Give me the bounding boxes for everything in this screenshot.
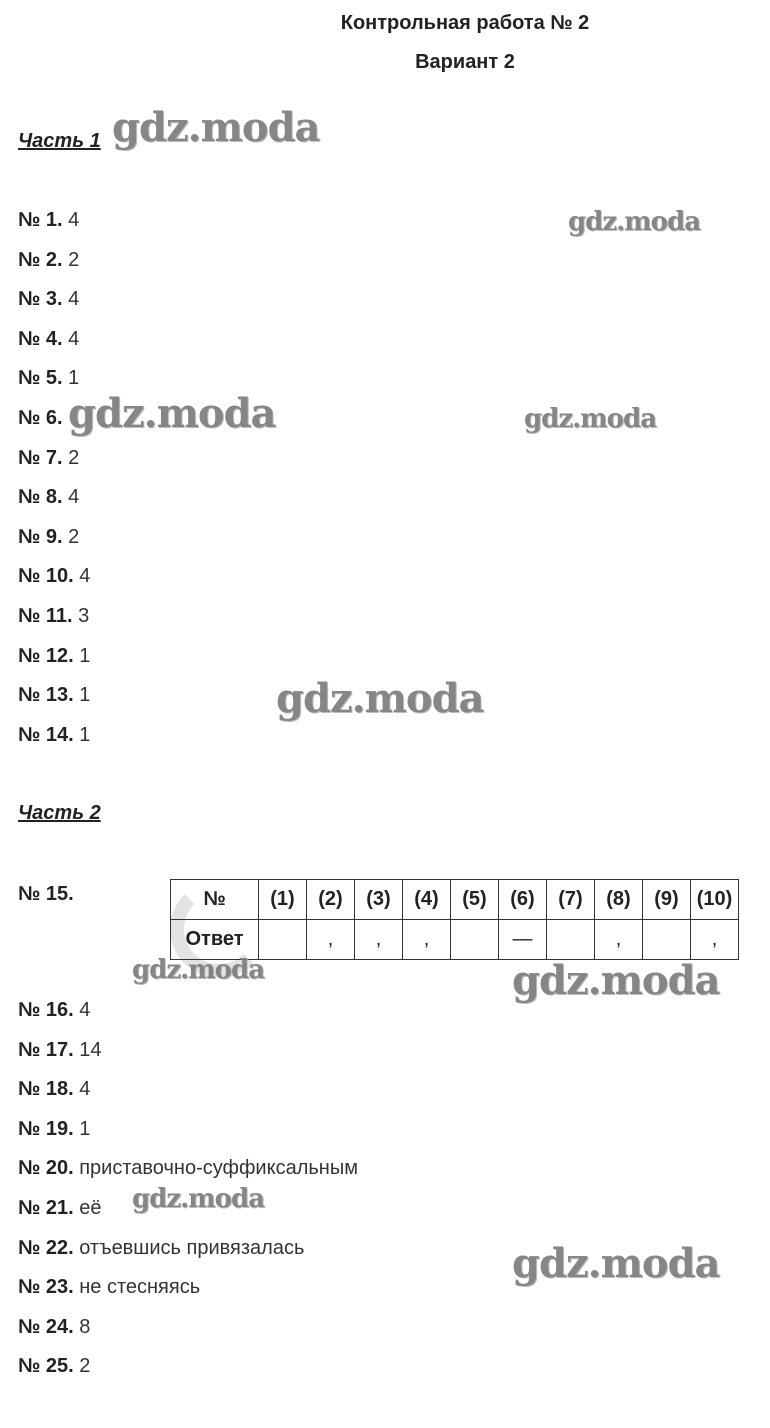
answer-number: № 17. bbox=[18, 1038, 74, 1061]
task15-label bbox=[18, 882, 74, 906]
table-header-cell: (10) bbox=[691, 880, 739, 920]
answer-row bbox=[18, 644, 90, 668]
answer-row bbox=[18, 1156, 358, 1180]
answer-row bbox=[18, 287, 79, 311]
answer-number: № 19. bbox=[18, 1117, 74, 1140]
table-row bbox=[171, 880, 739, 920]
answer-row bbox=[18, 1275, 200, 1299]
watermark: gdz.moda bbox=[512, 1240, 720, 1287]
answer-row bbox=[18, 1117, 90, 1141]
table-header-cell: (6) bbox=[499, 880, 547, 920]
answer-row bbox=[18, 485, 79, 509]
answer-value: 1 bbox=[79, 723, 91, 746]
answer-number: № 6. bbox=[18, 407, 63, 429]
answer-number: № 14. bbox=[18, 723, 74, 746]
answer-number: № 22. bbox=[18, 1236, 74, 1259]
table-answer-cell bbox=[547, 920, 595, 960]
answer-number: № 8. bbox=[18, 486, 63, 509]
table-header-cell: (7) bbox=[547, 880, 595, 920]
table-answer-cell: , bbox=[595, 920, 643, 960]
answer-row bbox=[18, 446, 79, 470]
answer-number: № 23. bbox=[18, 1276, 74, 1299]
answer-row bbox=[18, 327, 79, 351]
table-answer-label: Ответ bbox=[171, 920, 259, 960]
answer-value: 4 bbox=[79, 565, 91, 588]
answer-number: № 24. bbox=[18, 1315, 74, 1338]
watermark: gdz.moda bbox=[524, 404, 657, 434]
part2-heading: Часть 2 bbox=[18, 802, 101, 824]
answer-number: № 20. bbox=[18, 1157, 74, 1180]
table-answer-cell: , bbox=[691, 920, 739, 960]
table-answer-cell: , bbox=[307, 920, 355, 960]
watermark: gdz.moda bbox=[276, 675, 484, 722]
watermark: gdz.moda bbox=[68, 390, 276, 437]
table-header-cell: (1) bbox=[259, 880, 307, 920]
watermark: gdz.moda bbox=[568, 207, 701, 237]
table-answer-cell: — bbox=[499, 920, 547, 960]
answer-number: № 4. bbox=[18, 327, 63, 350]
answer-number: № 2. bbox=[18, 248, 63, 271]
table-answer-cell: , bbox=[355, 920, 403, 960]
answer-row bbox=[18, 1038, 101, 1062]
answer-value: 4 bbox=[68, 209, 80, 231]
table-answer-cell bbox=[643, 920, 691, 960]
answer-number: № 10. bbox=[18, 565, 74, 588]
variant-title: Вариант 2 bbox=[415, 51, 515, 73]
answer-value: 1 bbox=[79, 684, 91, 707]
answer-number: № 13. bbox=[18, 684, 74, 707]
table-header-cell: (2) bbox=[307, 880, 355, 920]
table-header-cell: (4) bbox=[403, 880, 451, 920]
answer-number: № 16. bbox=[18, 999, 74, 1021]
table-answer-cell: , bbox=[403, 920, 451, 960]
answer-row bbox=[18, 564, 90, 588]
answer-value: 1 bbox=[79, 644, 91, 667]
answer-number: № 3. bbox=[18, 288, 63, 311]
answer-row bbox=[18, 604, 89, 628]
answer-value: её bbox=[79, 1197, 102, 1219]
answer-value: 4 bbox=[79, 1078, 91, 1101]
answer-value: 2 bbox=[68, 446, 80, 469]
watermark: gdz.moda bbox=[512, 957, 720, 1004]
answer-number: № 5. bbox=[18, 367, 63, 390]
watermark: gdz.moda bbox=[132, 1184, 265, 1214]
answer-number: № 12. bbox=[18, 644, 74, 667]
answer-row bbox=[18, 208, 79, 232]
answer-value: 2 bbox=[79, 1355, 91, 1378]
task15-table bbox=[170, 879, 739, 960]
answer-value: 2 bbox=[68, 248, 80, 271]
table-header-cell: (5) bbox=[451, 880, 499, 920]
answer-value: 4 bbox=[68, 486, 80, 509]
answer-number: № 25. bbox=[18, 1355, 74, 1378]
answer-value: не стесняясь bbox=[79, 1276, 201, 1299]
answer-value: 8 bbox=[79, 1315, 91, 1338]
answer-row bbox=[18, 1196, 101, 1220]
answer-value: 2 bbox=[68, 525, 80, 548]
table-header-label: № bbox=[171, 880, 259, 920]
answer-row bbox=[18, 683, 90, 707]
answer-value: 4 bbox=[79, 999, 91, 1021]
answer-value: 14 bbox=[79, 1038, 102, 1061]
answer-number: № 21. bbox=[18, 1197, 74, 1219]
answer-row bbox=[18, 723, 90, 747]
answer-number: № 18. bbox=[18, 1078, 74, 1101]
answer-number: № 7. bbox=[18, 446, 63, 469]
answer-row bbox=[18, 525, 79, 549]
table-header-cell: (9) bbox=[643, 880, 691, 920]
answer-value: приставочно-суффиксальным bbox=[79, 1157, 358, 1180]
answer-row bbox=[18, 1236, 304, 1260]
answer-number: № 15. bbox=[18, 883, 74, 905]
answer-number: № 9. bbox=[18, 525, 63, 548]
answer-value: 1 bbox=[68, 367, 80, 390]
answer-number: № 1. bbox=[18, 209, 63, 231]
answer-row bbox=[18, 248, 79, 272]
table-answer-cell bbox=[451, 920, 499, 960]
part1-heading: Часть 1 bbox=[18, 130, 101, 152]
answer-row bbox=[18, 1077, 90, 1101]
answer-row bbox=[18, 1354, 90, 1378]
answer-row bbox=[18, 366, 79, 390]
answer-row bbox=[18, 1315, 90, 1339]
watermark: gdz.moda bbox=[112, 104, 320, 151]
answer-value: 3 bbox=[78, 605, 90, 627]
page-title: Контрольная работа № 2 bbox=[340, 12, 590, 34]
table-answer-cell bbox=[259, 920, 307, 960]
answer-value: отъевшись привязалась bbox=[79, 1236, 305, 1259]
watermark: gdz.moda bbox=[132, 955, 265, 985]
answer-row bbox=[18, 998, 90, 1022]
answer-number: № 11. bbox=[18, 605, 73, 627]
answer-row bbox=[18, 406, 63, 430]
answer-value: 1 bbox=[79, 1117, 91, 1140]
table-row bbox=[171, 920, 739, 960]
table-header-cell: (8) bbox=[595, 880, 643, 920]
table-header-cell: (3) bbox=[355, 880, 403, 920]
answer-value: 4 bbox=[68, 327, 80, 350]
answer-value: 4 bbox=[68, 288, 80, 311]
